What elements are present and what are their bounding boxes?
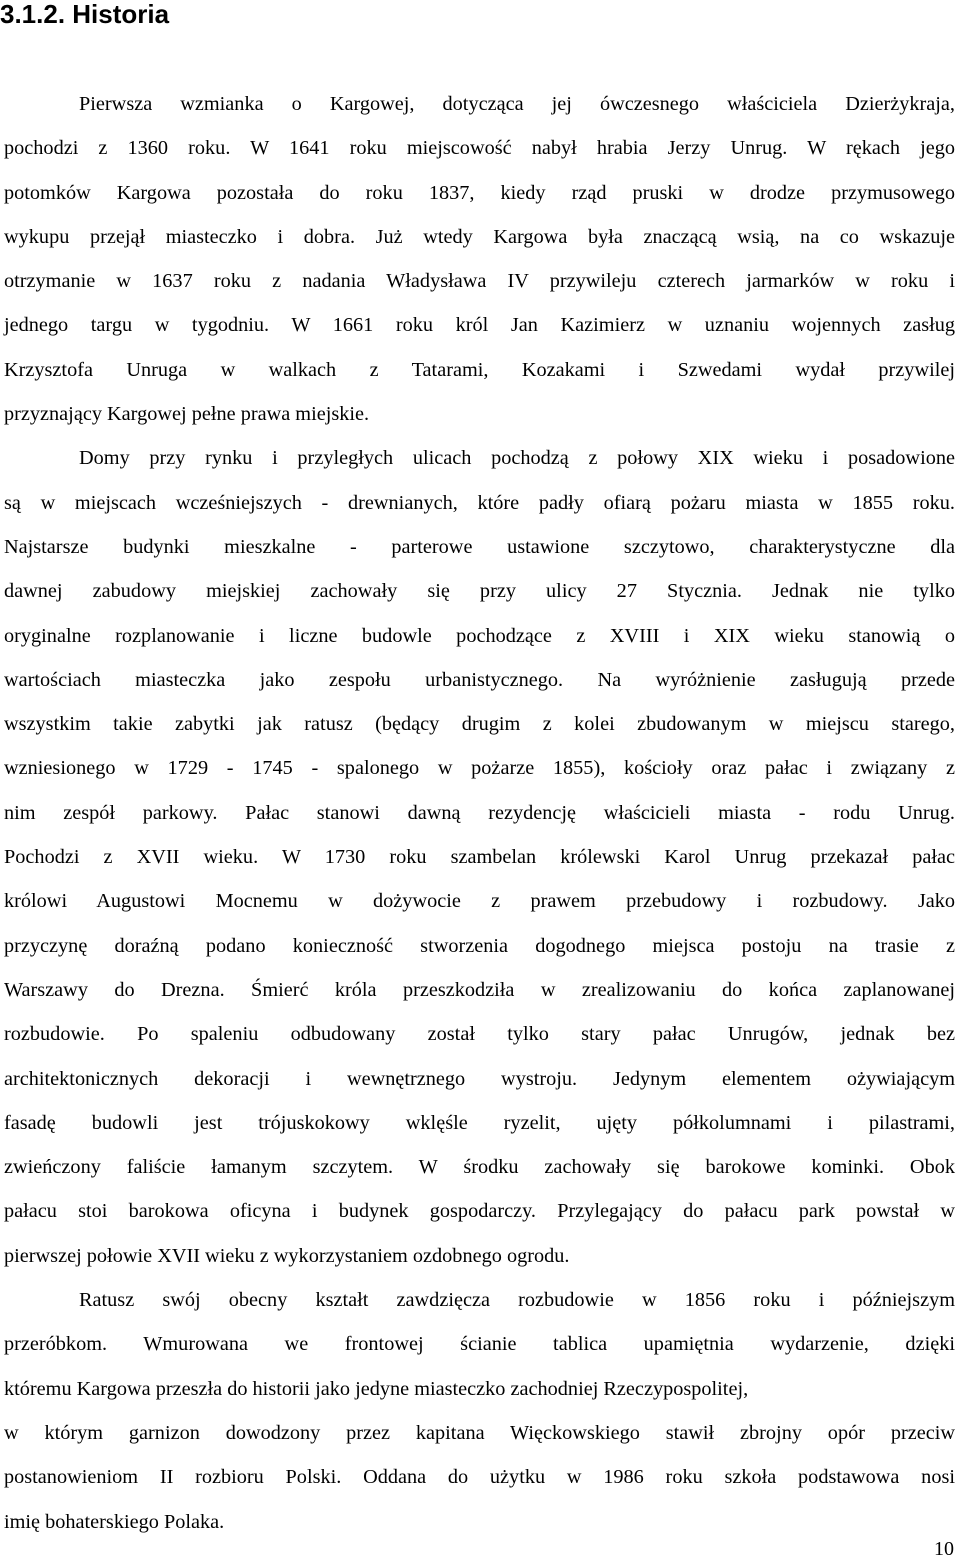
text-line: przyznający Kargowej pełne prawa miejskie. <box>4 403 370 426</box>
text-line: postanowieniom II rozbioru Polski. Oddana do użytku w 1986 roku szkoła podstawowa nosi <box>4 1466 955 1489</box>
text-line: Warszawy do Drezna. Śmierć króla przeszkodziła w zrealizowaniu do końca zaplanowanej <box>4 978 955 1001</box>
text-line: zwieńczony faliście łamanym szczytem. W środku zachowały się barokowe kominki. Obok <box>4 1156 955 1179</box>
text-line: w którym garnizon dowodzony przez kapitana Więckowskiego stawił zbrojny opór przeciw <box>4 1421 955 1444</box>
text-line: dawnej zabudowy miejskiej zachowały się przy ulicy 27 Stycznia. Jednak nie tylko <box>4 580 955 603</box>
text-line: imię bohaterskiego Polaka. <box>4 1510 225 1533</box>
text-line: pałacu stoi barokowa oficyna i budynek gospodarczy. Przylegający do pałacu park powstał w <box>4 1200 955 1223</box>
text-line: wzniesionego w 1729 - 1745 - spalonego w pożarze 1855), kościoły oraz pałac i związany z <box>4 757 955 780</box>
text-line: pierwszej połowie XVII wieku z wykorzystaniem ozdobnego ogrodu. <box>4 1244 570 1267</box>
text-line: fasadę budowli jest trójuskokowy wklęśle ryzelit, ujęty półkolumnami i pilastrami, <box>4 1111 955 1134</box>
text-line: Pierwsza wzmianka o Kargowej, dotycząca jej ówczesnego właściciela Dzierżykraja, <box>79 93 955 115</box>
text-line: przeróbkom. Wmurowana we frontowej ścianie tablica upamiętnia wydarzenie, dzięki <box>4 1333 955 1356</box>
text-line: architektonicznych dekoracji i wewnętrznego wystroju. Jedynym elementem ożywiającym <box>4 1067 955 1090</box>
page-number: 10 <box>934 1538 954 1560</box>
text-line: wszystkim takie zabytki jak ratusz (będący drugim z kolei zbudowanym w miejscu starego, <box>4 713 955 736</box>
text-line: otrzymanie w 1637 roku z nadania Władysława IV przywileju czterech jarmarków w roku i <box>4 270 955 293</box>
text-line: pochodzi z 1360 roku. W 1641 roku miejscowość nabył hrabia Jerzy Unrug. W rękach jego <box>4 137 955 160</box>
text-line: wykupu przejął miasteczko i dobra. Już wtedy Kargowa była znaczącą wsią, na co wskazuje <box>4 225 955 248</box>
text-line: oryginalne rozplanowanie i liczne budowle pochodzące z XVIII i XIX wieku stanowią o <box>4 624 955 647</box>
text-line: królowi Augustowi Mocnemu w dożywocie z prawem przebudowy i rozbudowy. Jako <box>4 890 955 913</box>
paragraph-1 <box>4 82 955 436</box>
text-line: potomków Kargowa pozostała do roku 1837, kiedy rząd pruski w drodze przymusowego <box>4 181 955 204</box>
section-heading: 3.1.2. Historia <box>0 0 170 29</box>
paragraph-2 <box>4 436 955 1278</box>
text-line: Domy przy rynku i przyległych ulicach pochodzą z połowy XIX wieku i posadowione <box>79 447 955 470</box>
text-line: jednego targu w tygodniu. W 1661 roku król Jan Kazimierz w uznaniu wojennych zasług <box>4 314 955 337</box>
paragraph-3 <box>4 1278 955 1544</box>
text-line: rozbudowie. Po spaleniu odbudowany został tylko stary pałac Unrugów, jednak bez <box>4 1023 955 1046</box>
text-line: Ratusz swój obecny kształt zawdzięcza rozbudowie w 1856 roku i późniejszym <box>79 1289 955 1312</box>
text-line: wartościach miasteczka jako zespołu urbanistycznego. Na wyróżnienie zasługują przede <box>4 668 955 691</box>
text-line: przyczynę doraźną podano konieczność stworzenia dogodnego miejsca postoju na trasie z <box>4 934 955 957</box>
text-line: nim zespół parkowy. Pałac stanowi dawną rezydencję właścicieli miasta - rodu Unrug. <box>4 801 955 824</box>
text-line: któremu Kargowa przeszła do historii jako jedyne miasteczko zachodniej Rzeczypospolitej, <box>4 1377 749 1400</box>
text-line: Najstarsze budynki mieszkalne - parterowe ustawione szczytowo, charakterystyczne dla <box>4 535 955 558</box>
text-line: Pochodzi z XVII wieku. W 1730 roku szambelan królewski Karol Unrug przekazał pałac <box>4 846 955 869</box>
text-line: Krzysztofa Unruga w walkach z Tatarami, Kozakami i Szwedami wydał przywilej <box>4 358 955 381</box>
text-line: są w miejscach wcześniejszych - drewnianych, które padły ofiarą pożaru miasta w 1855 roku. <box>4 491 955 514</box>
body-text <box>4 82 955 1544</box>
